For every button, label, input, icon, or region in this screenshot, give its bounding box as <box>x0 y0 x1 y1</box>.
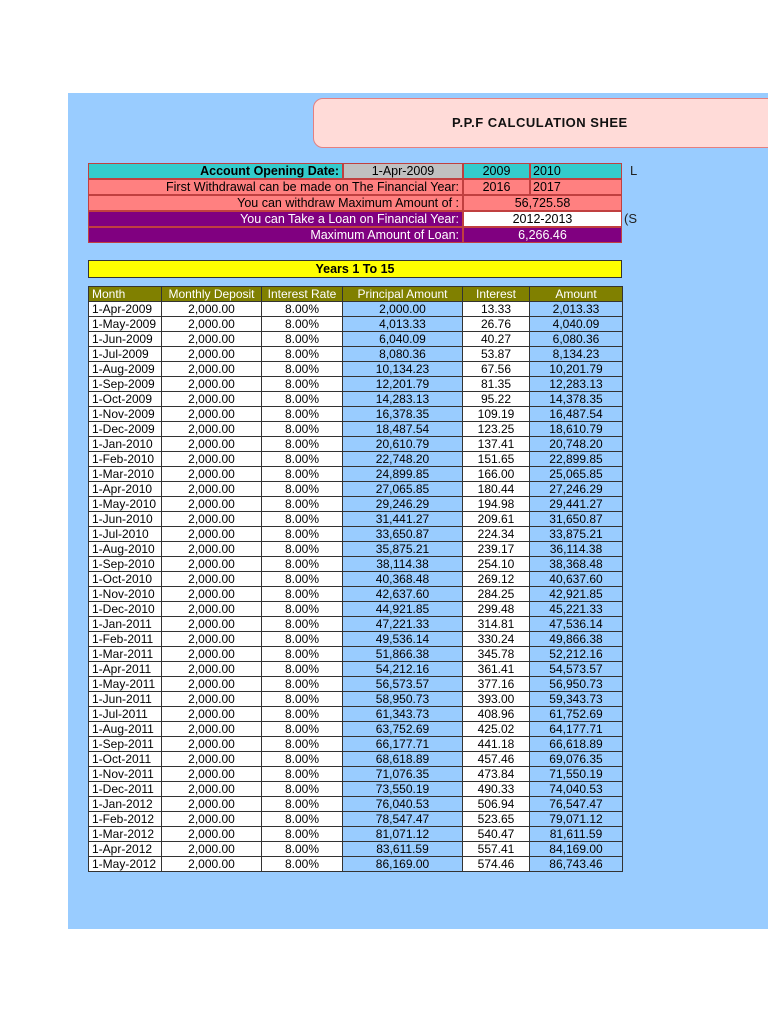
cell-interest-rate[interactable]: 8.00% <box>262 812 343 827</box>
cell-principal-amount[interactable]: 81,071.12 <box>343 827 463 842</box>
cell-monthly-deposit[interactable]: 2,000.00 <box>162 542 262 557</box>
opening-date-label: Account Opening Date: <box>88 163 343 179</box>
max-withdraw-value: 56,725.58 <box>463 195 622 211</box>
cell-month[interactable]: 1-Jul-2011 <box>89 707 162 722</box>
cell-month[interactable]: 1-Aug-2010 <box>89 542 162 557</box>
cell-amount[interactable]: 25,065.85 <box>530 467 623 482</box>
table-row <box>89 467 623 482</box>
cell-amount[interactable]: 71,550.19 <box>530 767 623 782</box>
cell-amount[interactable]: 52,212.16 <box>530 647 623 662</box>
cell-interest[interactable]: 67.56 <box>463 362 530 377</box>
cell-monthly-deposit[interactable]: 2,000.00 <box>162 467 262 482</box>
cell-amount[interactable]: 22,899.85 <box>530 452 623 467</box>
cell-month[interactable]: 1-Aug-2009 <box>89 362 162 377</box>
cell-interest[interactable]: 194.98 <box>463 497 530 512</box>
cell-amount[interactable]: 81,611.59 <box>530 827 623 842</box>
cell-interest-rate[interactable]: 8.00% <box>262 662 343 677</box>
cell-amount[interactable]: 18,610.79 <box>530 422 623 437</box>
cell-interest-rate[interactable]: 8.00% <box>262 737 343 752</box>
col-header-monthly-deposit: Monthly Deposit <box>162 287 262 302</box>
cell-principal-amount[interactable]: 18,487.54 <box>343 422 463 437</box>
cell-monthly-deposit[interactable]: 2,000.00 <box>162 677 262 692</box>
cell-principal-amount[interactable]: 14,283.13 <box>343 392 463 407</box>
table-row <box>89 767 623 782</box>
cell-interest-rate[interactable]: 8.00% <box>262 752 343 767</box>
cell-interest[interactable]: 345.78 <box>463 647 530 662</box>
table-row <box>89 617 623 632</box>
cell-interest-rate[interactable]: 8.00% <box>262 827 343 842</box>
loan-year-value: 2012-2013 <box>463 211 622 227</box>
cell-interest[interactable]: 490.33 <box>463 782 530 797</box>
cell-interest[interactable]: 166.00 <box>463 467 530 482</box>
cell-month[interactable]: 1-Nov-2010 <box>89 587 162 602</box>
cell-principal-amount[interactable]: 47,221.33 <box>343 617 463 632</box>
opening-date-value[interactable]: 1-Apr-2009 <box>343 163 463 179</box>
cell-interest-rate[interactable]: 8.00% <box>262 677 343 692</box>
cell-amount[interactable]: 20,748.20 <box>530 437 623 452</box>
cell-interest[interactable]: 473.84 <box>463 767 530 782</box>
cut-off-text-2: (S <box>624 211 637 226</box>
cell-principal-amount[interactable]: 4,013.33 <box>343 317 463 332</box>
col-header-principal-amount: Principal Amount <box>343 287 463 302</box>
cell-month[interactable]: 1-Jan-2012 <box>89 797 162 812</box>
cell-interest[interactable]: 523.65 <box>463 812 530 827</box>
cell-monthly-deposit[interactable]: 2,000.00 <box>162 782 262 797</box>
col-header-interest: Interest <box>463 287 530 302</box>
cell-interest-rate[interactable]: 8.00% <box>262 722 343 737</box>
cell-amount[interactable]: 36,114.38 <box>530 542 623 557</box>
withdrawal-year-label: First Withdrawal can be made on The Financial Year: <box>88 179 463 195</box>
cell-principal-amount[interactable]: 6,040.09 <box>343 332 463 347</box>
table-row <box>89 812 623 827</box>
table-row <box>89 317 623 332</box>
cell-interest[interactable]: 224.34 <box>463 527 530 542</box>
cell-monthly-deposit[interactable]: 2,000.00 <box>162 812 262 827</box>
cell-monthly-deposit[interactable]: 2,000.00 <box>162 437 262 452</box>
cell-amount[interactable]: 42,921.85 <box>530 587 623 602</box>
cell-interest[interactable]: 557.41 <box>463 842 530 857</box>
cell-principal-amount[interactable]: 44,921.85 <box>343 602 463 617</box>
table-row <box>89 347 623 362</box>
cell-monthly-deposit[interactable]: 2,000.00 <box>162 737 262 752</box>
cell-month[interactable]: 1-Jun-2011 <box>89 692 162 707</box>
cell-monthly-deposit[interactable]: 2,000.00 <box>162 707 262 722</box>
cut-off-text-1: L <box>630 163 638 178</box>
cell-interest-rate[interactable]: 8.00% <box>262 542 343 557</box>
cell-month[interactable]: 1-Oct-2011 <box>89 752 162 767</box>
cell-interest[interactable]: 457.46 <box>463 752 530 767</box>
cell-principal-amount[interactable]: 54,212.16 <box>343 662 463 677</box>
cell-amount[interactable]: 27,246.29 <box>530 482 623 497</box>
cell-principal-amount[interactable]: 40,368.48 <box>343 572 463 587</box>
table-row <box>89 557 623 572</box>
cell-interest-rate[interactable]: 8.00% <box>262 842 343 857</box>
cell-interest[interactable]: 506.94 <box>463 797 530 812</box>
cell-month[interactable]: 1-Jul-2009 <box>89 347 162 362</box>
title-banner <box>313 98 768 148</box>
cell-monthly-deposit[interactable]: 2,000.00 <box>162 377 262 392</box>
cell-month[interactable]: 1-Dec-2009 <box>89 422 162 437</box>
table-row <box>89 572 623 587</box>
cell-interest[interactable]: 393.00 <box>463 692 530 707</box>
cell-interest-rate[interactable]: 8.00% <box>262 512 343 527</box>
table-row <box>89 452 623 467</box>
cell-amount[interactable]: 6,080.36 <box>530 332 623 347</box>
cell-monthly-deposit[interactable]: 2,000.00 <box>162 497 262 512</box>
cell-monthly-deposit[interactable]: 2,000.00 <box>162 317 262 332</box>
opening-year-b: 2010 <box>530 163 622 179</box>
table-row <box>89 692 623 707</box>
cell-amount[interactable]: 84,169.00 <box>530 842 623 857</box>
cell-principal-amount[interactable]: 29,246.29 <box>343 497 463 512</box>
cell-amount[interactable]: 61,752.69 <box>530 707 623 722</box>
cell-principal-amount[interactable]: 33,650.87 <box>343 527 463 542</box>
cell-interest[interactable]: 269.12 <box>463 572 530 587</box>
table-row <box>89 647 623 662</box>
table-row <box>89 707 623 722</box>
cell-month[interactable]: 1-Apr-2009 <box>89 302 162 317</box>
cell-interest-rate[interactable]: 8.00% <box>262 377 343 392</box>
cell-interest-rate[interactable]: 8.00% <box>262 482 343 497</box>
cell-interest[interactable]: 254.10 <box>463 557 530 572</box>
cell-month[interactable]: 1-May-2011 <box>89 677 162 692</box>
cell-interest-rate[interactable]: 8.00% <box>262 707 343 722</box>
cell-amount[interactable]: 16,487.54 <box>530 407 623 422</box>
cell-monthly-deposit[interactable]: 2,000.00 <box>162 392 262 407</box>
cell-principal-amount[interactable]: 42,637.60 <box>343 587 463 602</box>
cell-interest-rate[interactable]: 8.00% <box>262 857 343 872</box>
table-row <box>89 302 623 317</box>
cell-principal-amount[interactable]: 51,866.38 <box>343 647 463 662</box>
cell-monthly-deposit[interactable]: 2,000.00 <box>162 482 262 497</box>
cell-monthly-deposit[interactable]: 2,000.00 <box>162 557 262 572</box>
cell-month[interactable]: 1-May-2009 <box>89 317 162 332</box>
cell-amount[interactable]: 4,040.09 <box>530 317 623 332</box>
table-row <box>89 422 623 437</box>
table-row <box>89 797 623 812</box>
table-row <box>89 782 623 797</box>
cell-monthly-deposit[interactable]: 2,000.00 <box>162 527 262 542</box>
cell-principal-amount[interactable]: 86,169.00 <box>343 857 463 872</box>
cell-monthly-deposit[interactable]: 2,000.00 <box>162 302 262 317</box>
cell-monthly-deposit[interactable]: 2,000.00 <box>162 647 262 662</box>
cell-principal-amount[interactable]: 78,547.47 <box>343 812 463 827</box>
cell-principal-amount[interactable]: 66,177.71 <box>343 737 463 752</box>
cell-principal-amount[interactable]: 8,080.36 <box>343 347 463 362</box>
cell-interest[interactable]: 53.87 <box>463 347 530 362</box>
cell-month[interactable]: 1-Feb-2012 <box>89 812 162 827</box>
cell-amount[interactable]: 38,368.48 <box>530 557 623 572</box>
cell-principal-amount[interactable]: 35,875.21 <box>343 542 463 557</box>
cell-amount[interactable]: 29,441.27 <box>530 497 623 512</box>
cell-month[interactable]: 1-Sep-2011 <box>89 737 162 752</box>
cell-month[interactable]: 1-Dec-2010 <box>89 602 162 617</box>
cell-month[interactable]: 1-Oct-2010 <box>89 572 162 587</box>
cell-interest-rate[interactable]: 8.00% <box>262 782 343 797</box>
cell-interest-rate[interactable]: 8.00% <box>262 557 343 572</box>
cell-amount[interactable]: 86,743.46 <box>530 857 623 872</box>
cell-monthly-deposit[interactable]: 2,000.00 <box>162 857 262 872</box>
cell-amount[interactable]: 74,040.53 <box>530 782 623 797</box>
cell-interest[interactable]: 13.33 <box>463 302 530 317</box>
table-row <box>89 602 623 617</box>
cell-monthly-deposit[interactable]: 2,000.00 <box>162 512 262 527</box>
cell-interest[interactable]: 408.96 <box>463 707 530 722</box>
table-row <box>89 332 623 347</box>
cell-interest-rate[interactable]: 8.00% <box>262 362 343 377</box>
cell-interest-rate[interactable]: 8.00% <box>262 317 343 332</box>
cell-interest[interactable]: 95.22 <box>463 392 530 407</box>
cell-interest[interactable]: 180.44 <box>463 482 530 497</box>
cell-amount[interactable]: 47,536.14 <box>530 617 623 632</box>
table-row <box>89 512 623 527</box>
cell-interest-rate[interactable]: 8.00% <box>262 692 343 707</box>
cell-month[interactable]: 1-Apr-2011 <box>89 662 162 677</box>
cell-month[interactable]: 1-Nov-2011 <box>89 767 162 782</box>
cell-principal-amount[interactable]: 16,378.35 <box>343 407 463 422</box>
cell-monthly-deposit[interactable]: 2,000.00 <box>162 587 262 602</box>
cell-principal-amount[interactable]: 27,065.85 <box>343 482 463 497</box>
cell-monthly-deposit[interactable]: 2,000.00 <box>162 797 262 812</box>
cell-principal-amount[interactable]: 2,000.00 <box>343 302 463 317</box>
cell-month[interactable]: 1-Dec-2011 <box>89 782 162 797</box>
cell-principal-amount[interactable]: 49,536.14 <box>343 632 463 647</box>
cell-interest[interactable]: 361.41 <box>463 662 530 677</box>
cell-amount[interactable]: 56,950.73 <box>530 677 623 692</box>
ppf-table <box>88 286 623 872</box>
cell-monthly-deposit[interactable]: 2,000.00 <box>162 692 262 707</box>
cell-interest-rate[interactable]: 8.00% <box>262 617 343 632</box>
cell-monthly-deposit[interactable]: 2,000.00 <box>162 602 262 617</box>
cell-interest[interactable]: 26.76 <box>463 317 530 332</box>
cell-interest-rate[interactable]: 8.00% <box>262 302 343 317</box>
cell-principal-amount[interactable]: 22,748.20 <box>343 452 463 467</box>
cell-month[interactable]: 1-Jun-2010 <box>89 512 162 527</box>
opening-year-a: 2009 <box>463 163 530 179</box>
cell-month[interactable]: 1-Mar-2011 <box>89 647 162 662</box>
cell-principal-amount[interactable]: 20,610.79 <box>343 437 463 452</box>
table-row <box>89 527 623 542</box>
cell-amount[interactable]: 40,637.60 <box>530 572 623 587</box>
table-row <box>89 482 623 497</box>
cell-amount[interactable]: 45,221.33 <box>530 602 623 617</box>
cell-monthly-deposit[interactable]: 2,000.00 <box>162 362 262 377</box>
cell-principal-amount[interactable]: 73,550.19 <box>343 782 463 797</box>
cell-principal-amount[interactable]: 76,040.53 <box>343 797 463 812</box>
table-row <box>89 587 623 602</box>
cell-amount[interactable]: 10,201.79 <box>530 362 623 377</box>
cell-interest-rate[interactable]: 8.00% <box>262 602 343 617</box>
cell-amount[interactable]: 76,547.47 <box>530 797 623 812</box>
cell-month[interactable]: 1-Jan-2010 <box>89 437 162 452</box>
cell-month[interactable]: 1-Jan-2011 <box>89 617 162 632</box>
table-row <box>89 377 623 392</box>
cell-monthly-deposit[interactable]: 2,000.00 <box>162 662 262 677</box>
col-header-amount: Amount <box>530 287 623 302</box>
cell-interest-rate[interactable]: 8.00% <box>262 572 343 587</box>
cell-interest-rate[interactable]: 8.00% <box>262 347 343 362</box>
cell-interest-rate[interactable]: 8.00% <box>262 497 343 512</box>
cell-principal-amount[interactable]: 24,899.85 <box>343 467 463 482</box>
cell-month[interactable]: 1-May-2010 <box>89 497 162 512</box>
cell-interest-rate[interactable]: 8.00% <box>262 452 343 467</box>
max-loan-label: Maximum Amount of Loan: <box>88 227 463 243</box>
cell-interest[interactable]: 314.81 <box>463 617 530 632</box>
cell-amount[interactable]: 8,134.23 <box>530 347 623 362</box>
cell-monthly-deposit[interactable]: 2,000.00 <box>162 767 262 782</box>
withdrawal-year-b: 2017 <box>530 179 622 195</box>
table-header-row <box>89 287 623 302</box>
cell-month[interactable]: 1-Jun-2009 <box>89 332 162 347</box>
cell-monthly-deposit[interactable]: 2,000.00 <box>162 407 262 422</box>
cell-interest-rate[interactable]: 8.00% <box>262 332 343 347</box>
cell-monthly-deposit[interactable]: 2,000.00 <box>162 332 262 347</box>
cell-amount[interactable]: 2,013.33 <box>530 302 623 317</box>
cell-interest[interactable]: 81.35 <box>463 377 530 392</box>
table-row <box>89 362 623 377</box>
cell-amount[interactable]: 31,650.87 <box>530 512 623 527</box>
cell-amount[interactable]: 69,076.35 <box>530 752 623 767</box>
cell-principal-amount[interactable]: 31,441.27 <box>343 512 463 527</box>
cell-interest-rate[interactable]: 8.00% <box>262 422 343 437</box>
table-row <box>89 632 623 647</box>
cell-monthly-deposit[interactable]: 2,000.00 <box>162 572 262 587</box>
cell-interest[interactable]: 425.02 <box>463 722 530 737</box>
cell-month[interactable]: 1-May-2012 <box>89 857 162 872</box>
cell-monthly-deposit[interactable]: 2,000.00 <box>162 347 262 362</box>
cell-interest-rate[interactable]: 8.00% <box>262 647 343 662</box>
table-row <box>89 542 623 557</box>
cell-interest-rate[interactable]: 8.00% <box>262 527 343 542</box>
cell-month[interactable]: 1-Apr-2012 <box>89 842 162 857</box>
cell-principal-amount[interactable]: 68,618.89 <box>343 752 463 767</box>
table-row <box>89 722 623 737</box>
cell-interest[interactable]: 151.65 <box>463 452 530 467</box>
cell-monthly-deposit[interactable]: 2,000.00 <box>162 722 262 737</box>
cell-month[interactable]: 1-Jul-2010 <box>89 527 162 542</box>
loan-year-label: You can Take a Loan on Financial Year: <box>88 211 463 227</box>
cell-principal-amount[interactable]: 58,950.73 <box>343 692 463 707</box>
years-heading: Years 1 To 15 <box>88 260 622 278</box>
cell-interest[interactable]: 377.16 <box>463 677 530 692</box>
cell-interest-rate[interactable]: 8.00% <box>262 767 343 782</box>
cell-monthly-deposit[interactable]: 2,000.00 <box>162 632 262 647</box>
cell-month[interactable]: 1-Sep-2009 <box>89 377 162 392</box>
cell-interest[interactable]: 239.17 <box>463 542 530 557</box>
cell-amount[interactable]: 33,875.21 <box>530 527 623 542</box>
col-header-interest-rate: Interest Rate <box>262 287 343 302</box>
max-withdraw-label: You can withdraw Maximum Amount of : <box>88 195 463 211</box>
table-row <box>89 737 623 752</box>
cell-interest-rate[interactable]: 8.00% <box>262 392 343 407</box>
table-row <box>89 827 623 842</box>
cell-amount[interactable]: 64,177.71 <box>530 722 623 737</box>
table-row <box>89 392 623 407</box>
table-row <box>89 857 623 872</box>
table-row <box>89 407 623 422</box>
cell-amount[interactable]: 49,866.38 <box>530 632 623 647</box>
cell-interest[interactable]: 209.61 <box>463 512 530 527</box>
cell-month[interactable]: 1-Oct-2009 <box>89 392 162 407</box>
cell-interest[interactable]: 123.25 <box>463 422 530 437</box>
cell-interest[interactable]: 574.46 <box>463 857 530 872</box>
cell-interest-rate[interactable]: 8.00% <box>262 407 343 422</box>
table-row <box>89 677 623 692</box>
cell-principal-amount[interactable]: 61,343.73 <box>343 707 463 722</box>
cell-interest[interactable]: 540.47 <box>463 827 530 842</box>
cell-monthly-deposit[interactable]: 2,000.00 <box>162 752 262 767</box>
cell-monthly-deposit[interactable]: 2,000.00 <box>162 827 262 842</box>
cell-principal-amount[interactable]: 38,114.38 <box>343 557 463 572</box>
cell-amount[interactable]: 14,378.35 <box>530 392 623 407</box>
table-row <box>89 842 623 857</box>
cell-interest[interactable]: 40.27 <box>463 332 530 347</box>
cell-month[interactable]: 1-Feb-2010 <box>89 452 162 467</box>
cell-monthly-deposit[interactable]: 2,000.00 <box>162 842 262 857</box>
cell-interest[interactable]: 109.19 <box>463 407 530 422</box>
cell-interest[interactable]: 284.25 <box>463 587 530 602</box>
cell-monthly-deposit[interactable]: 2,000.00 <box>162 452 262 467</box>
cell-month[interactable]: 1-Nov-2009 <box>89 407 162 422</box>
cell-amount[interactable]: 12,283.13 <box>530 377 623 392</box>
cell-interest-rate[interactable]: 8.00% <box>262 467 343 482</box>
max-loan-value: 6,266.46 <box>463 227 622 243</box>
table-row <box>89 752 623 767</box>
cell-principal-amount[interactable]: 83,611.59 <box>343 842 463 857</box>
cell-amount[interactable]: 66,618.89 <box>530 737 623 752</box>
cell-monthly-deposit[interactable]: 2,000.00 <box>162 617 262 632</box>
cell-month[interactable]: 1-Mar-2010 <box>89 467 162 482</box>
cell-interest-rate[interactable]: 8.00% <box>262 797 343 812</box>
cell-month[interactable]: 1-Apr-2010 <box>89 482 162 497</box>
cell-month[interactable]: 1-Aug-2011 <box>89 722 162 737</box>
col-header-month: Month <box>89 287 162 302</box>
cell-month[interactable]: 1-Sep-2010 <box>89 557 162 572</box>
cell-amount[interactable]: 79,071.12 <box>530 812 623 827</box>
table-row <box>89 497 623 512</box>
cell-amount[interactable]: 59,343.73 <box>530 692 623 707</box>
cell-monthly-deposit[interactable]: 2,000.00 <box>162 422 262 437</box>
cell-principal-amount[interactable]: 63,752.69 <box>343 722 463 737</box>
table-row <box>89 662 623 677</box>
cell-principal-amount[interactable]: 12,201.79 <box>343 377 463 392</box>
table-row <box>89 437 623 452</box>
cell-interest-rate[interactable]: 8.00% <box>262 632 343 647</box>
cell-interest-rate[interactable]: 8.00% <box>262 587 343 602</box>
withdrawal-year-a: 2016 <box>463 179 530 195</box>
page-title: P.P.F CALCULATION SHEE <box>452 115 628 130</box>
cell-interest[interactable]: 441.18 <box>463 737 530 752</box>
cell-interest[interactable]: 330.24 <box>463 632 530 647</box>
cell-month[interactable]: 1-Mar-2012 <box>89 827 162 842</box>
cell-amount[interactable]: 54,573.57 <box>530 662 623 677</box>
cell-principal-amount[interactable]: 71,076.35 <box>343 767 463 782</box>
cell-principal-amount[interactable]: 10,134.23 <box>343 362 463 377</box>
cell-interest[interactable]: 299.48 <box>463 602 530 617</box>
cell-principal-amount[interactable]: 56,573.57 <box>343 677 463 692</box>
cell-interest[interactable]: 137.41 <box>463 437 530 452</box>
cell-interest-rate[interactable]: 8.00% <box>262 437 343 452</box>
cell-month[interactable]: 1-Feb-2011 <box>89 632 162 647</box>
